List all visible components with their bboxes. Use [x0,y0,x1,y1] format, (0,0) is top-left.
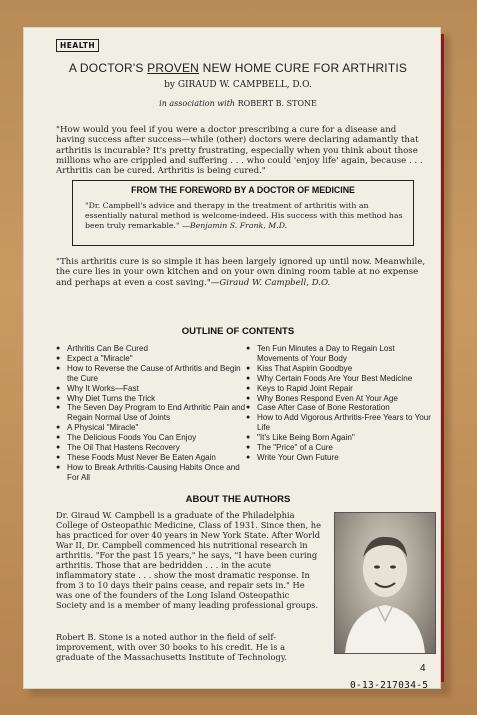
bullet-icon: ● [56,364,61,372]
intro-quote: "How would you feel if you were a doctor prescribing a cure for a disease and having success after success—while (other) doctors were declaring adamantly that arthritis is incurable? It's pretty frustrating, especially when you think about those millions who are crippled and suffering . . . who could 'enjoy life' again, because . . . Arthritis can be cured. Arthritis is being cured." [56,125,423,177]
outline-item [56,443,252,453]
outline-item [56,364,252,384]
campbell-bio: Dr. Giraud W. Campbell is a graduate of the Philadelphia College of Osteopathic Medicine, Class of 1931. Since then, he has practiced for over 40 years in New York State. After World War II, Dr. Campbell commenced his nutritional research in arthritis. "For the past 15 years," he says, "I have been curing arthritis. Those that are bedridden . . . in the acute inflammatory state . . . show the most dramatic response. In from 3 to 10 days their pains cease, and repair sets in." He was one of the founders of the Long Island Osteopathic Society and is a member of many leading professional groups. [56,510,322,610]
bullet-icon: ● [56,394,61,402]
outline-item [246,453,434,463]
foreword-attribution: —Benjamin S. Frank, M.D. [182,221,288,230]
outline-item-label: Arthritis Can Be Cured [67,344,148,353]
bullet-icon: ● [246,444,251,452]
bullet-icon: ● [56,424,61,432]
foreword-heading: FROM THE FOREWORD BY A DOCTOR OF MEDICINE [131,185,355,195]
outline-item [246,374,434,384]
stone-bio: Robert B. Stone is a noted author in the field of self-improvement, with over 30 books to his credit. He is a graduate of the Massachusetts Institute of Technology. [56,632,288,662]
outline-item [246,364,434,374]
outline-item-label: Case After Case of Bone Restoration [257,403,390,413]
outline-item-label: Keys to Rapid Joint Repair [257,383,353,393]
outline-item-label: The Delicious Foods You Can Enjoy [67,433,197,443]
author-photo [334,512,436,654]
foreword-box [72,180,414,246]
outline-item [56,384,252,394]
simple-quote: "This arthritis cure is so simple it has been largely ignored up until now. Meanwhile, the cure lies in your own kitchen and on your own dining room table at no expense and perhaps at even a cost saving." [56,257,426,288]
bullet-icon: ● [246,434,251,442]
bullet-icon: ● [56,345,61,352]
about-heading: ABOUT THE AUTHORS [185,494,291,505]
bullet-icon: ● [56,384,61,392]
bullet-icon: ● [246,394,251,402]
outline-item-label: Why Diet Turns the Trick [67,393,156,403]
author-photo-image [335,513,435,653]
association-line [48,99,428,108]
bullet-icon: ● [56,453,61,461]
outline-item [56,453,252,463]
outline-item [56,433,252,443]
outline-left-list [56,344,252,483]
bullet-icon: ● [246,453,251,461]
outline-item-label: A Physical "Miracle" [67,423,139,433]
outline-item-label: Why Bones Respond Even At Your Age [257,393,398,403]
outline-item [246,344,434,364]
association-prefix: in association with [159,99,236,108]
category-badge: HEALTH [56,39,99,52]
cover-title [48,61,428,75]
outline-item-label: Expect a "Miracle" [67,353,133,363]
title-pre: A DOCTOR'S [68,61,144,75]
outline-item [56,394,252,404]
outline-item [246,443,434,453]
spine-shadow [440,34,444,682]
bullet-icon: ● [246,364,251,372]
outline-item [56,403,252,423]
simple-quote-block [56,257,428,288]
outline-item [56,423,252,433]
coauthor-name: ROBERT B. STONE [237,99,317,108]
outline-item-label: Write Your Own Future [257,452,339,462]
outline-item [246,413,434,433]
simple-attribution: —Giraud W. Campbell, D.O. [210,277,331,288]
bullet-icon: ● [246,404,251,412]
outline-item-label: "It's Like Being Born Again" [257,433,355,443]
outline-item-label: Kiss That Aspirin Goodbye [257,363,353,373]
author-line: by GIRAUD W. CAMPBELL, D.O. [164,80,312,90]
outline-item-label: How to Add Vigorous Arthritis-Free Years to Your Life [257,413,431,433]
outline-item-label: Why It Works—Fast [67,383,139,393]
title-emphasis: PROVEN [147,61,200,75]
isbn-number: 0-13-217034-5 [350,680,429,691]
outline-item [246,384,434,394]
outline-item-label: The "Price" of a Cure [257,443,333,453]
foreword-quote: "Dr. Campbell's advice and therapy in the treatment of arthritis with an essentially natural method is welcome-indeed. His success with this method has been truly remarkable." [85,201,403,230]
outline-item-label: These Foods Must Never Be Eaten Again [67,452,216,462]
outline-item [56,463,252,483]
outline-item-label: The Oil That Hastens Recovery [67,443,180,453]
outline-item [246,394,434,404]
bullet-icon: ● [56,404,61,412]
bullet-icon: ● [56,354,61,362]
outline-item-label: How to Break Arthritis-Causing Habits Once and For All [67,462,240,482]
bullet-icon: ● [246,345,251,352]
bullet-icon: ● [246,414,251,422]
outline-item [56,344,252,354]
book-back-cover [24,28,440,691]
foreword-body [85,201,403,231]
bullet-icon: ● [56,434,61,442]
outline-item-label: Ten Fun Minutes a Day to Regain Lost Movements of Your Body [257,344,395,363]
price-code: 4 [420,663,426,674]
outline-item [246,433,434,443]
outline-item [246,403,434,413]
outline-heading: OUTLINE OF CONTENTS [181,326,295,337]
title-post: NEW HOME CURE FOR ARTHRITIS [202,61,408,75]
outline-right-list [246,344,434,463]
bullet-icon: ● [246,384,251,392]
outline-item-label: How to Reverse the Cause of Arthritis and Begin the Cure [67,363,241,383]
bullet-icon: ● [56,463,61,471]
bullet-icon: ● [56,444,61,452]
outline-item-label: The Seven Day Program to End Arthritic Pain and Regain Normal Use of Joints [67,403,246,423]
bullet-icon: ● [246,374,251,382]
outline-item [56,354,252,364]
outline-item-label: Why Certain Foods Are Your Best Medicine [257,373,413,383]
